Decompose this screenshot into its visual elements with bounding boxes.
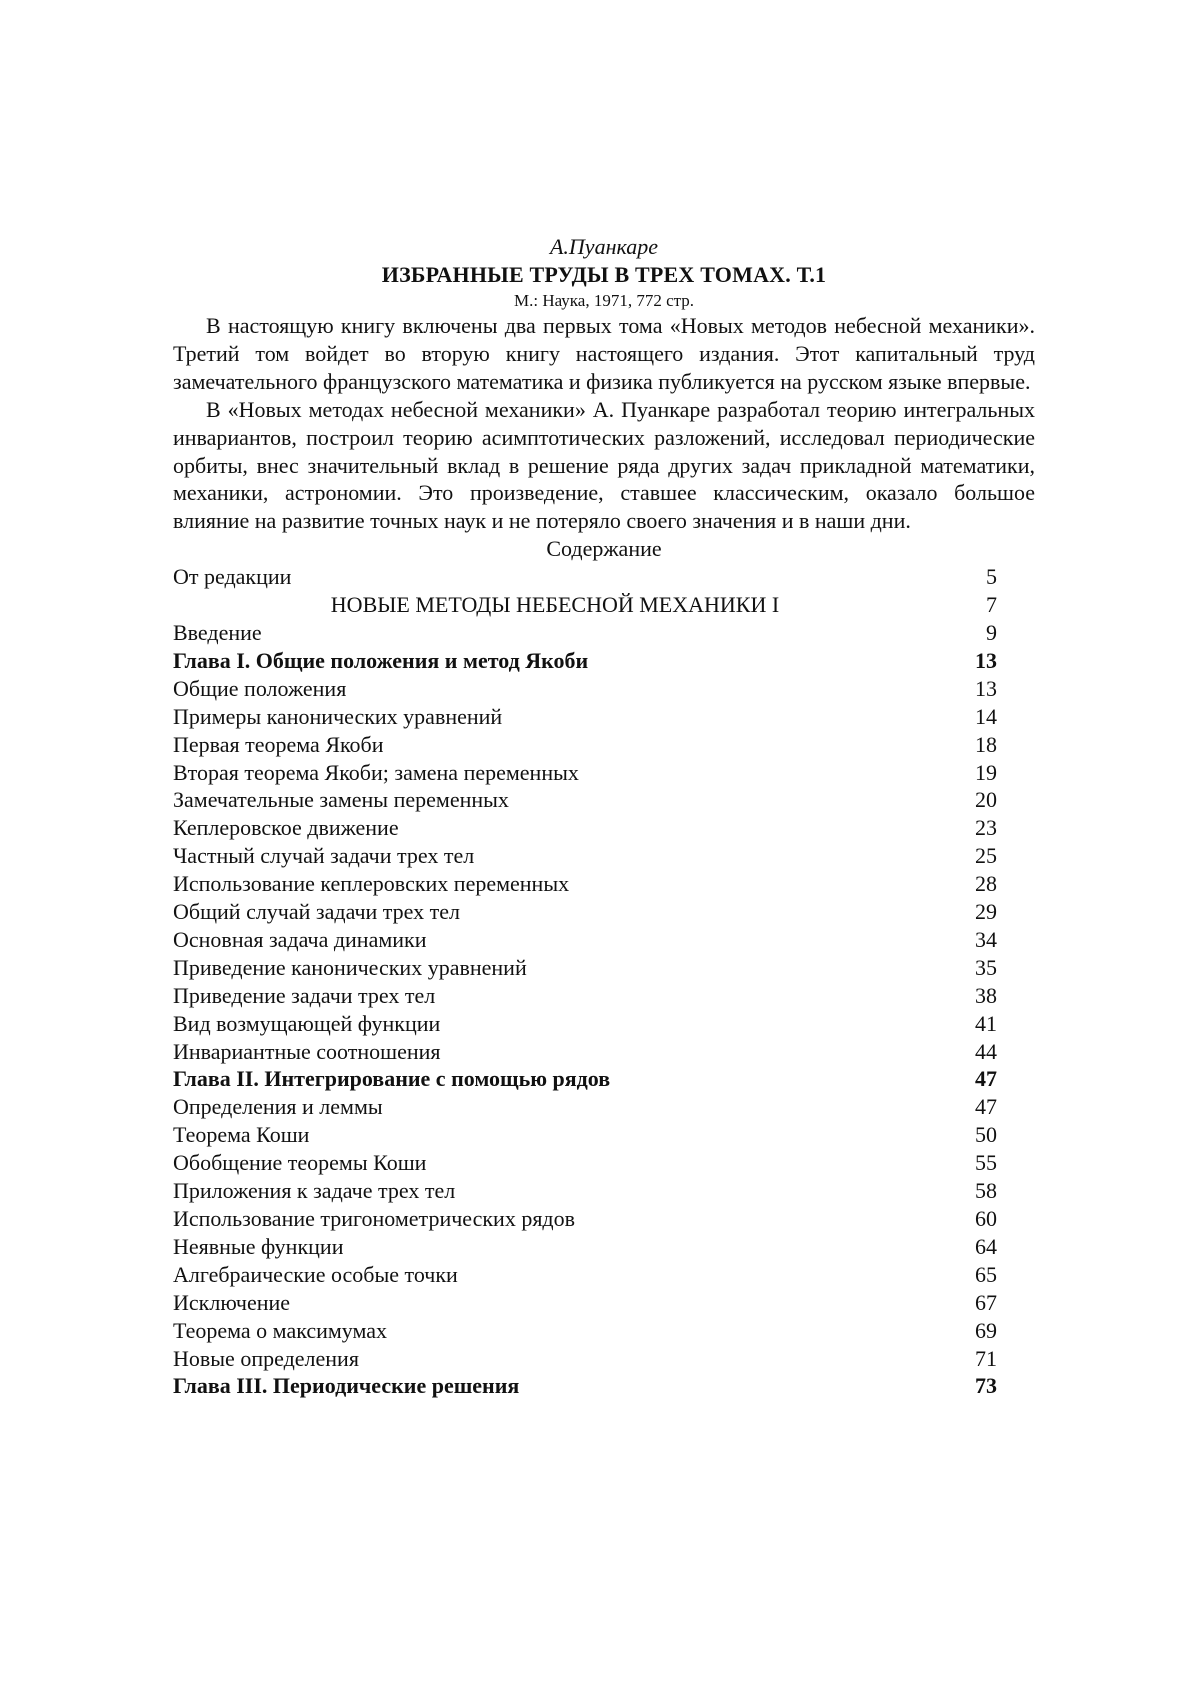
toc-page-number: 41 xyxy=(975,1010,997,1036)
toc-entry-title: Примеры канонических уравнений xyxy=(173,703,503,729)
toc-page-number: 65 xyxy=(975,1261,997,1287)
toc-entry-title: Основная задача динамики xyxy=(173,926,427,952)
toc-chapter-row xyxy=(173,1372,1035,1400)
toc-chapter-row xyxy=(173,1065,1035,1093)
description-paragraph: В настоящую книгу включены два первых тома «Новых методов небесной механики». Третий том войдет во вторую книгу настоящего издания. Этот капитальный труд замечательного французского математика и физика публикуется на русском языке впервые. xyxy=(173,313,1035,394)
toc-row xyxy=(173,1317,1035,1345)
toc-page-number: 44 xyxy=(975,1038,997,1064)
toc-row xyxy=(173,675,1035,703)
toc-row xyxy=(173,814,1035,842)
toc-row xyxy=(173,842,1035,870)
toc-entry-title: Глава II. Интегрирование с помощью рядов xyxy=(173,1066,611,1092)
toc-row xyxy=(173,898,1035,926)
toc-row xyxy=(173,1289,1035,1317)
toc-entry-title: Кеплеровское движение xyxy=(173,815,399,841)
toc-page-number: 28 xyxy=(975,871,997,897)
toc-row xyxy=(173,1121,1035,1149)
toc-entry-title: Приложения к задаче трех тел xyxy=(173,1178,456,1204)
toc-row xyxy=(173,703,1035,731)
toc-page-number: 64 xyxy=(975,1233,997,1259)
toc-entry-title: Новые определения xyxy=(173,1345,359,1371)
toc-page-number: 9 xyxy=(986,619,997,645)
toc-row xyxy=(173,1093,1035,1121)
toc-entry-title: Исключение xyxy=(173,1289,291,1315)
toc-page-number: 55 xyxy=(975,1150,997,1176)
toc-row xyxy=(173,619,1035,647)
toc-entry-title: Общий случай задачи трех тел xyxy=(173,899,460,925)
toc-row xyxy=(173,786,1035,814)
toc-row xyxy=(173,1261,1035,1289)
toc-row xyxy=(173,1345,1035,1373)
toc-page-number: 14 xyxy=(975,703,997,729)
toc-page-number: 29 xyxy=(975,899,997,925)
toc-entry-title: Теорема о максимумах xyxy=(173,1317,388,1343)
publication-info: М.: Наука, 1971, 772 стр. xyxy=(513,291,695,310)
toc-page-number: 13 xyxy=(975,647,997,673)
toc-page-number: 34 xyxy=(975,926,997,952)
toc-row xyxy=(173,1010,1035,1038)
toc-row xyxy=(173,1233,1035,1261)
toc-entry-title: Алгебраические особые точки xyxy=(173,1261,458,1287)
toc-page-number: 13 xyxy=(975,675,997,701)
toc-entry-title: Первая теорема Якоби xyxy=(173,731,384,757)
toc-entry-title: Неявные функции xyxy=(173,1233,344,1259)
toc-row xyxy=(173,1149,1035,1177)
toc-page-number: 35 xyxy=(975,954,997,980)
toc-page-number: 73 xyxy=(975,1373,997,1399)
toc-page-number: 47 xyxy=(975,1066,997,1092)
toc-page-number: 5 xyxy=(986,564,997,590)
toc-row xyxy=(173,1205,1035,1233)
toc-chapter-row xyxy=(173,647,1035,675)
toc-entry-title: Глава I. Общие положения и метод Якоби xyxy=(173,647,589,673)
toc-entry-title: Использование кеплеровских переменных xyxy=(173,871,570,897)
toc-entry-title: Вторая теорема Якоби; замена переменных xyxy=(173,759,579,785)
toc-page-number: 67 xyxy=(975,1289,997,1315)
table-of-contents xyxy=(173,563,1035,1400)
toc-entry-title: Обобщение теоремы Коши xyxy=(173,1150,427,1176)
toc-row xyxy=(173,1038,1035,1066)
toc-page-number: 60 xyxy=(975,1206,997,1231)
toc-entry-title: Приведение задачи трех тел xyxy=(173,982,436,1008)
toc-page-number: 47 xyxy=(975,1094,997,1120)
toc-page-number: 20 xyxy=(975,787,997,813)
toc-row xyxy=(173,982,1035,1010)
toc-entry-title: Теорема Коши xyxy=(173,1122,310,1148)
toc-heading: Содержание xyxy=(546,536,662,562)
toc-entry-title: От редакции xyxy=(173,564,292,590)
toc-page-number: 71 xyxy=(975,1345,997,1371)
toc-row xyxy=(173,926,1035,954)
toc-row xyxy=(173,1177,1035,1205)
toc-page-number: 18 xyxy=(975,731,997,757)
toc-row xyxy=(173,870,1035,898)
toc-page-number: 7 xyxy=(986,592,997,618)
toc-page-number: 69 xyxy=(975,1317,997,1343)
toc-row xyxy=(173,954,1035,982)
toc-page-number: 50 xyxy=(975,1122,997,1148)
toc-row xyxy=(173,563,1035,591)
book-title: ИЗБРАННЫЕ ТРУДЫ В ТРЕХ ТОМАХ. Т.1 xyxy=(381,262,827,287)
toc-entry-title: НОВЫЕ МЕТОДЫ НЕБЕСНОЙ МЕХАНИКИ I xyxy=(330,592,780,618)
toc-entry-title: Частный случай задачи трех тел xyxy=(173,843,475,869)
toc-entry-title: Приведение канонических уравнений xyxy=(173,954,527,980)
author-name: А.Пуанкаре xyxy=(549,234,658,259)
toc-entry-title: Вид возмущающей функции xyxy=(173,1010,441,1036)
toc-page-number: 38 xyxy=(975,982,997,1008)
toc-entry-title: Определения и леммы xyxy=(173,1094,383,1120)
toc-row xyxy=(173,731,1035,759)
toc-row xyxy=(173,591,1035,619)
toc-entry-title: Введение xyxy=(173,619,262,645)
toc-entry-title: Глава III. Периодические решения xyxy=(173,1373,520,1399)
toc-entry-title: Инвариантные соотношения xyxy=(173,1038,441,1064)
description-paragraph: В «Новых методах небесной механики» А. Пуанкаре разработал теорию интегральных инвариантов, построил теорию асимптотических разложений, исследовал периодические орбиты, внес значительный вклад в решение ряда других задач прикладной математики, механики, астрономии. Это произведение, ставшее классическим, оказало большое влияние на развитие точных наук и не потеряло своего значения и в наши дни. xyxy=(173,396,1035,534)
document-page xyxy=(173,233,1035,1400)
toc-row xyxy=(173,759,1035,787)
toc-page-number: 25 xyxy=(975,843,997,869)
toc-entry-title: Использование тригонометрических рядов xyxy=(173,1206,576,1231)
toc-page-number: 19 xyxy=(975,759,997,785)
toc-entry-title: Общие положения xyxy=(173,675,347,701)
toc-page-number: 58 xyxy=(975,1178,997,1204)
toc-entry-title: Замечательные замены переменных xyxy=(173,787,509,813)
toc-page-number: 23 xyxy=(975,815,997,841)
